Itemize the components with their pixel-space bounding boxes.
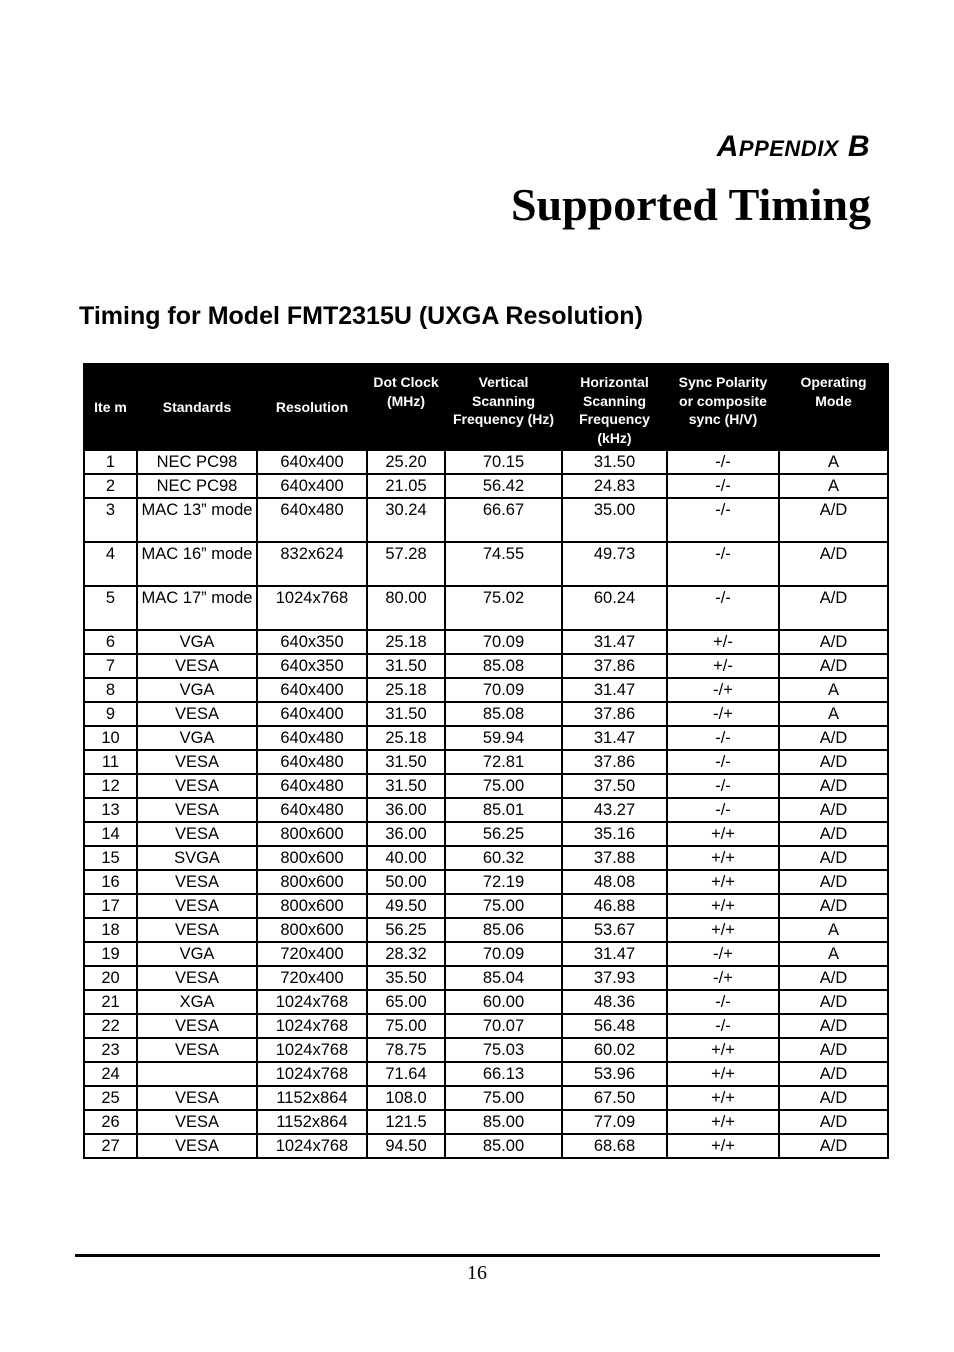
cell-sync-polarity: -/-: [667, 474, 779, 498]
cell-operating-mode: A/D: [779, 1134, 888, 1158]
table-row: [84, 498, 888, 542]
cell-item: 27: [84, 1134, 137, 1158]
cell-vertical-frequency: 70.15: [445, 450, 562, 474]
cell-horizontal-frequency: 31.47: [562, 942, 667, 966]
cell-standards: MAC 13” mode: [137, 498, 257, 542]
table-row: [84, 846, 888, 870]
cell-dot-clock: 36.00: [367, 798, 445, 822]
footer-rule: [75, 1254, 880, 1257]
cell-standards: VGA: [137, 942, 257, 966]
cell-dot-clock: 21.05: [367, 474, 445, 498]
cell-standards: VESA: [137, 966, 257, 990]
table-row: [84, 726, 888, 750]
cell-standards: [137, 1062, 257, 1086]
cell-standards: SVGA: [137, 846, 257, 870]
cell-item: 9: [84, 702, 137, 726]
cell-dot-clock: 31.50: [367, 774, 445, 798]
table-row: [84, 1086, 888, 1110]
section-title: Timing for Model FMT2315U (UXGA Resolution): [79, 302, 643, 330]
cell-dot-clock: 94.50: [367, 1134, 445, 1158]
cell-standards: VESA: [137, 798, 257, 822]
cell-resolution: 1024x768: [257, 1038, 367, 1062]
table-row: [84, 1110, 888, 1134]
cell-sync-polarity: -/-: [667, 542, 779, 586]
cell-horizontal-frequency: 31.47: [562, 678, 667, 702]
cell-operating-mode: A/D: [779, 654, 888, 678]
cell-item: 4: [84, 542, 137, 586]
cell-dot-clock: 30.24: [367, 498, 445, 542]
cell-vertical-frequency: 85.06: [445, 918, 562, 942]
cell-vertical-frequency: 70.07: [445, 1014, 562, 1038]
table-row: [84, 586, 888, 630]
cell-sync-polarity: -/-: [667, 798, 779, 822]
cell-operating-mode: A: [779, 918, 888, 942]
cell-standards: VESA: [137, 918, 257, 942]
cell-dot-clock: 80.00: [367, 586, 445, 630]
cell-standards: VESA: [137, 702, 257, 726]
cell-item: 16: [84, 870, 137, 894]
cell-item: 19: [84, 942, 137, 966]
appendix-heading: [717, 130, 870, 164]
cell-item: 25: [84, 1086, 137, 1110]
cell-dot-clock: 25.18: [367, 678, 445, 702]
cell-dot-clock: 71.64: [367, 1062, 445, 1086]
cell-sync-polarity: -/-: [667, 450, 779, 474]
table-row: [84, 702, 888, 726]
cell-horizontal-frequency: 67.50: [562, 1086, 667, 1110]
cell-horizontal-frequency: 60.02: [562, 1038, 667, 1062]
cell-dot-clock: 49.50: [367, 894, 445, 918]
cell-resolution: 640x480: [257, 750, 367, 774]
cell-resolution: 640x480: [257, 774, 367, 798]
cell-horizontal-frequency: 35.00: [562, 498, 667, 542]
page-number: 16: [467, 1262, 487, 1284]
cell-horizontal-frequency: 60.24: [562, 586, 667, 630]
cell-sync-polarity: +/+: [667, 1038, 779, 1062]
cell-item: 5: [84, 586, 137, 630]
cell-sync-polarity: -/-: [667, 990, 779, 1014]
cell-operating-mode: A/D: [779, 822, 888, 846]
column-header-horizontal-frequency: Horizontal Scanning Frequency (kHz): [562, 364, 667, 450]
cell-resolution: 800x600: [257, 822, 367, 846]
cell-resolution: 1152x864: [257, 1086, 367, 1110]
cell-sync-polarity: -/-: [667, 750, 779, 774]
table-row: [84, 894, 888, 918]
cell-standards: MAC 16” mode: [137, 542, 257, 586]
cell-dot-clock: 31.50: [367, 654, 445, 678]
table-row: [84, 822, 888, 846]
cell-vertical-frequency: 85.00: [445, 1110, 562, 1134]
cell-standards: NEC PC98: [137, 450, 257, 474]
cell-dot-clock: 36.00: [367, 822, 445, 846]
table-row: [84, 870, 888, 894]
cell-resolution: 640x350: [257, 630, 367, 654]
cell-sync-polarity: -/-: [667, 774, 779, 798]
cell-item: 3: [84, 498, 137, 542]
table-row: [84, 474, 888, 498]
cell-resolution: 640x400: [257, 702, 367, 726]
column-header-standards: Standards: [137, 364, 257, 450]
cell-operating-mode: A/D: [779, 1110, 888, 1134]
cell-operating-mode: A: [779, 942, 888, 966]
cell-horizontal-frequency: 37.50: [562, 774, 667, 798]
table-row: [84, 942, 888, 966]
cell-vertical-frequency: 56.25: [445, 822, 562, 846]
cell-operating-mode: A/D: [779, 846, 888, 870]
cell-operating-mode: A/D: [779, 750, 888, 774]
cell-vertical-frequency: 85.00: [445, 1134, 562, 1158]
cell-vertical-frequency: 85.08: [445, 654, 562, 678]
table-row: [84, 678, 888, 702]
cell-sync-polarity: -/+: [667, 678, 779, 702]
cell-resolution: 640x480: [257, 726, 367, 750]
cell-resolution: 800x600: [257, 870, 367, 894]
cell-operating-mode: A: [779, 678, 888, 702]
cell-item: 6: [84, 630, 137, 654]
cell-sync-polarity: -/+: [667, 966, 779, 990]
table-row: [84, 1038, 888, 1062]
cell-operating-mode: A/D: [779, 1062, 888, 1086]
cell-item: 23: [84, 1038, 137, 1062]
cell-vertical-frequency: 85.04: [445, 966, 562, 990]
cell-operating-mode: A/D: [779, 586, 888, 630]
cell-dot-clock: 25.18: [367, 630, 445, 654]
cell-sync-polarity: -/-: [667, 498, 779, 542]
cell-horizontal-frequency: 31.47: [562, 726, 667, 750]
cell-standards: VESA: [137, 870, 257, 894]
cell-item: 17: [84, 894, 137, 918]
table-row: [84, 774, 888, 798]
cell-standards: VESA: [137, 1038, 257, 1062]
column-header-sync-polarity: Sync Polarity or composite sync (H/V): [667, 364, 779, 450]
cell-horizontal-frequency: 56.48: [562, 1014, 667, 1038]
cell-resolution: 720x400: [257, 966, 367, 990]
cell-dot-clock: 40.00: [367, 846, 445, 870]
column-header-operating-mode: Operating Mode: [779, 364, 888, 450]
column-header-resolution: Resolution: [257, 364, 367, 450]
cell-horizontal-frequency: 31.47: [562, 630, 667, 654]
cell-item: 14: [84, 822, 137, 846]
cell-standards: VGA: [137, 678, 257, 702]
cell-horizontal-frequency: 53.67: [562, 918, 667, 942]
timing-table-body: [84, 450, 888, 1158]
cell-vertical-frequency: 66.13: [445, 1062, 562, 1086]
column-header-dot-clock: Dot Clock (MHz): [367, 364, 445, 450]
cell-operating-mode: A: [779, 450, 888, 474]
table-row: [84, 450, 888, 474]
cell-horizontal-frequency: 49.73: [562, 542, 667, 586]
cell-sync-polarity: +/+: [667, 822, 779, 846]
cell-horizontal-frequency: 24.83: [562, 474, 667, 498]
cell-sync-polarity: +/+: [667, 1086, 779, 1110]
cell-vertical-frequency: 60.00: [445, 990, 562, 1014]
cell-resolution: 640x480: [257, 798, 367, 822]
cell-item: 22: [84, 1014, 137, 1038]
cell-operating-mode: A/D: [779, 542, 888, 586]
cell-standards: VESA: [137, 894, 257, 918]
cell-standards: VGA: [137, 726, 257, 750]
cell-sync-polarity: -/-: [667, 726, 779, 750]
cell-standards: VESA: [137, 774, 257, 798]
cell-vertical-frequency: 66.67: [445, 498, 562, 542]
cell-item: 11: [84, 750, 137, 774]
cell-dot-clock: 25.18: [367, 726, 445, 750]
cell-operating-mode: A/D: [779, 726, 888, 750]
cell-vertical-frequency: 85.08: [445, 702, 562, 726]
table-row: [84, 542, 888, 586]
cell-dot-clock: 57.28: [367, 542, 445, 586]
cell-operating-mode: A/D: [779, 774, 888, 798]
cell-resolution: 640x400: [257, 450, 367, 474]
cell-horizontal-frequency: 31.50: [562, 450, 667, 474]
cell-sync-polarity: +/-: [667, 654, 779, 678]
cell-item: 8: [84, 678, 137, 702]
cell-item: 15: [84, 846, 137, 870]
cell-resolution: 800x600: [257, 846, 367, 870]
cell-resolution: 640x400: [257, 678, 367, 702]
cell-item: 1: [84, 450, 137, 474]
cell-vertical-frequency: 85.01: [445, 798, 562, 822]
cell-dot-clock: 108.0: [367, 1086, 445, 1110]
cell-dot-clock: 78.75: [367, 1038, 445, 1062]
cell-dot-clock: 50.00: [367, 870, 445, 894]
cell-horizontal-frequency: 37.93: [562, 966, 667, 990]
cell-horizontal-frequency: 37.86: [562, 702, 667, 726]
cell-operating-mode: A/D: [779, 966, 888, 990]
cell-resolution: 1024x768: [257, 586, 367, 630]
cell-dot-clock: 56.25: [367, 918, 445, 942]
cell-dot-clock: 28.32: [367, 942, 445, 966]
cell-dot-clock: 75.00: [367, 1014, 445, 1038]
table-row: [84, 750, 888, 774]
timing-table: [83, 363, 889, 1159]
cell-sync-polarity: +/-: [667, 630, 779, 654]
cell-sync-polarity: +/+: [667, 918, 779, 942]
cell-operating-mode: A/D: [779, 798, 888, 822]
cell-horizontal-frequency: 46.88: [562, 894, 667, 918]
cell-horizontal-frequency: 48.36: [562, 990, 667, 1014]
table-row: [84, 990, 888, 1014]
cell-horizontal-frequency: 37.86: [562, 654, 667, 678]
cell-horizontal-frequency: 35.16: [562, 822, 667, 846]
table-header-row: [84, 364, 888, 450]
cell-operating-mode: A/D: [779, 630, 888, 654]
cell-resolution: 720x400: [257, 942, 367, 966]
cell-standards: VESA: [137, 1086, 257, 1110]
cell-standards: VESA: [137, 1134, 257, 1158]
cell-sync-polarity: +/+: [667, 870, 779, 894]
cell-vertical-frequency: 75.00: [445, 894, 562, 918]
cell-horizontal-frequency: 53.96: [562, 1062, 667, 1086]
cell-item: 13: [84, 798, 137, 822]
cell-dot-clock: 35.50: [367, 966, 445, 990]
cell-standards: VESA: [137, 654, 257, 678]
cell-horizontal-frequency: 68.68: [562, 1134, 667, 1158]
cell-item: 24: [84, 1062, 137, 1086]
cell-vertical-frequency: 60.32: [445, 846, 562, 870]
cell-vertical-frequency: 72.19: [445, 870, 562, 894]
cell-vertical-frequency: 75.03: [445, 1038, 562, 1062]
cell-resolution: 1024x768: [257, 990, 367, 1014]
table-row: [84, 918, 888, 942]
appendix-letter: B: [847, 130, 870, 163]
cell-standards: VGA: [137, 630, 257, 654]
table-row: [84, 798, 888, 822]
cell-item: 21: [84, 990, 137, 1014]
cell-resolution: 800x600: [257, 894, 367, 918]
cell-dot-clock: 65.00: [367, 990, 445, 1014]
cell-dot-clock: 25.20: [367, 450, 445, 474]
cell-resolution: 640x480: [257, 498, 367, 542]
cell-vertical-frequency: 72.81: [445, 750, 562, 774]
cell-horizontal-frequency: 37.86: [562, 750, 667, 774]
appendix-initial: A: [716, 130, 739, 163]
table-row: [84, 1014, 888, 1038]
cell-standards: VESA: [137, 822, 257, 846]
cell-operating-mode: A/D: [779, 894, 888, 918]
cell-item: 20: [84, 966, 137, 990]
cell-item: 18: [84, 918, 137, 942]
cell-item: 12: [84, 774, 137, 798]
table-row: [84, 966, 888, 990]
cell-operating-mode: A: [779, 702, 888, 726]
cell-horizontal-frequency: 43.27: [562, 798, 667, 822]
column-header-vertical-frequency: Vertical Scanning Frequency (Hz): [445, 364, 562, 450]
cell-vertical-frequency: 59.94: [445, 726, 562, 750]
cell-sync-polarity: -/-: [667, 1014, 779, 1038]
cell-vertical-frequency: 70.09: [445, 678, 562, 702]
cell-vertical-frequency: 56.42: [445, 474, 562, 498]
cell-resolution: 640x350: [257, 654, 367, 678]
cell-standards: MAC 17” mode: [137, 586, 257, 630]
cell-resolution: 1024x768: [257, 1062, 367, 1086]
table-row: [84, 630, 888, 654]
cell-operating-mode: A/D: [779, 1014, 888, 1038]
cell-sync-polarity: -/-: [667, 586, 779, 630]
table-row: [84, 654, 888, 678]
cell-resolution: 1024x768: [257, 1134, 367, 1158]
cell-standards: NEC PC98: [137, 474, 257, 498]
cell-horizontal-frequency: 48.08: [562, 870, 667, 894]
cell-dot-clock: 121.5: [367, 1110, 445, 1134]
cell-vertical-frequency: 75.02: [445, 586, 562, 630]
cell-item: 2: [84, 474, 137, 498]
cell-sync-polarity: -/+: [667, 702, 779, 726]
cell-resolution: 832x624: [257, 542, 367, 586]
appendix-rest: PPENDIX: [738, 136, 839, 161]
cell-vertical-frequency: 74.55: [445, 542, 562, 586]
cell-sync-polarity: +/+: [667, 1134, 779, 1158]
cell-vertical-frequency: 75.00: [445, 774, 562, 798]
cell-operating-mode: A/D: [779, 870, 888, 894]
cell-operating-mode: A/D: [779, 1038, 888, 1062]
cell-resolution: 640x400: [257, 474, 367, 498]
cell-resolution: 1152x864: [257, 1110, 367, 1134]
cell-standards: VESA: [137, 750, 257, 774]
cell-operating-mode: A/D: [779, 1086, 888, 1110]
cell-vertical-frequency: 70.09: [445, 630, 562, 654]
cell-sync-polarity: -/+: [667, 942, 779, 966]
cell-item: 7: [84, 654, 137, 678]
table-row: [84, 1062, 888, 1086]
page-title: Supported Timing: [510, 179, 871, 230]
cell-vertical-frequency: 70.09: [445, 942, 562, 966]
cell-standards: XGA: [137, 990, 257, 1014]
cell-item: 10: [84, 726, 137, 750]
cell-horizontal-frequency: 77.09: [562, 1110, 667, 1134]
cell-sync-polarity: +/+: [667, 894, 779, 918]
table-row: [84, 1134, 888, 1158]
cell-resolution: 1024x768: [257, 1014, 367, 1038]
cell-dot-clock: 31.50: [367, 750, 445, 774]
cell-resolution: 800x600: [257, 918, 367, 942]
column-header-item: Ite m: [84, 364, 137, 450]
cell-sync-polarity: +/+: [667, 1110, 779, 1134]
cell-standards: VESA: [137, 1110, 257, 1134]
cell-operating-mode: A/D: [779, 990, 888, 1014]
cell-operating-mode: A: [779, 474, 888, 498]
cell-sync-polarity: +/+: [667, 846, 779, 870]
cell-sync-polarity: +/+: [667, 1062, 779, 1086]
cell-horizontal-frequency: 37.88: [562, 846, 667, 870]
cell-item: 26: [84, 1110, 137, 1134]
cell-operating-mode: A/D: [779, 498, 888, 542]
cell-standards: VESA: [137, 1014, 257, 1038]
cell-dot-clock: 31.50: [367, 702, 445, 726]
cell-vertical-frequency: 75.00: [445, 1086, 562, 1110]
